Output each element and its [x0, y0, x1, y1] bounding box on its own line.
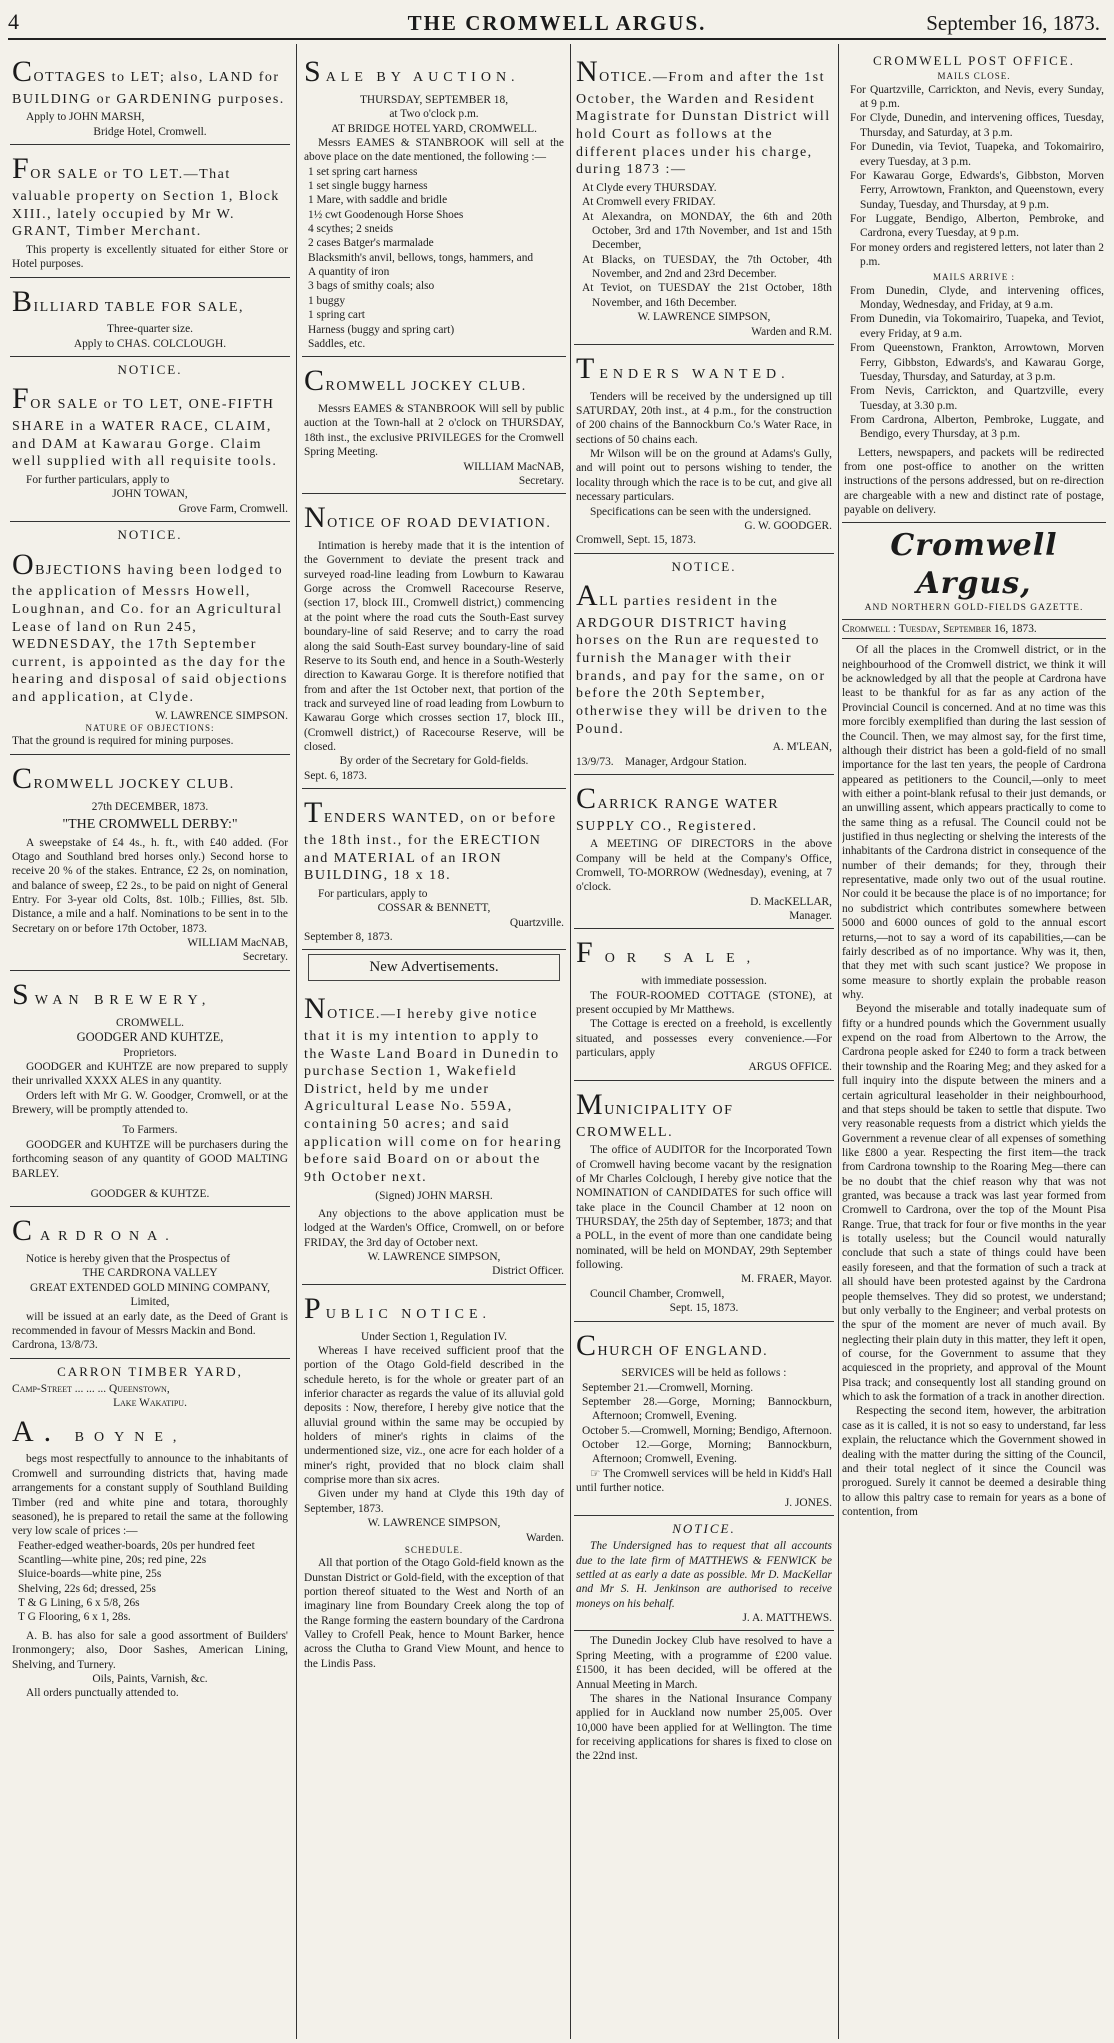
ad-title: SWAN BREWERY, [12, 977, 212, 1011]
ad-sign: Apply to CHAS. COLCLOUGH. [73, 337, 227, 350]
ad-subheading: "THE CROMWELL DERBY:" [62, 816, 238, 832]
ad-sign: W. LAWRENCE SIMPSON. [155, 709, 288, 722]
price-line: T & G Lining, 6 x 5/8, 26s [18, 1597, 140, 1610]
ad-title: SALE BY AUCTION. [304, 55, 520, 88]
auction-item: 3 bags of smithy coals; also [308, 280, 435, 293]
ad-heading: CROMWELL POST OFFICE. [873, 53, 1075, 68]
ad-sign: A. M'LEAN, [772, 741, 832, 754]
column-1 [10, 48, 290, 2037]
ad-text: begs most respectfully to announce to the inhabitants of Cromwell and surrounding districts that, having made arrangements for a constant supply of Southland Building Timber (red and white pine and totara, thoroughly seasoned), he is prepared to retail the same at the following very low scale of prices :— [12, 1453, 288, 1538]
ad-marsh-notice [302, 985, 566, 1285]
ad-text: That the ground is required for mining purposes. [12, 735, 234, 748]
church-service-list [576, 1381, 832, 1467]
price-line: Sluice-boards—white pine, 25s [18, 1568, 162, 1581]
ad-subheading: AT BRIDGE HOTEL YARD, CROMWELL. [331, 122, 537, 135]
ad-text: Apply to [26, 111, 67, 124]
ad-heading: NOTICE. [671, 558, 737, 574]
ad-cottages [10, 48, 290, 145]
ad-cardrona [10, 1207, 290, 1358]
ad-title: MUNICIPALITY OF CROMWELL. [576, 1087, 734, 1140]
ad-text: The Undersigned has to request that all accounts due to the late firm of MATTHEWS & FENWICK be settled at as early a date as possible. Mr D. MacKellar and Mr S. H. Jenkinson are authorised to receive moneys on his behalf. [576, 1540, 832, 1610]
post-office-schedule [842, 48, 1106, 523]
auction-item: 1 set spring cart harness [308, 165, 418, 178]
ad-tenders-race [574, 345, 834, 554]
ad-sign: W. LAWRENCE SIMPSON, [637, 311, 771, 324]
page-number: 4 [8, 9, 19, 34]
ad-title: FOR SALE, [576, 936, 763, 970]
ad-role: Secretary. [242, 951, 288, 964]
church-service: September 28.—Gorge, Morning; Bannockburn, Afternoon; Cromwell, Evening. [582, 1396, 832, 1423]
church-service: September 21.—Cromwell, Morning. [582, 1381, 754, 1394]
ad-role: Manager. [789, 910, 832, 923]
column-4 [842, 48, 1106, 2037]
auction-item: Saddles, etc. [308, 337, 366, 350]
mail-arrive-list [844, 284, 1104, 442]
ad-sign: G. W. GOODGER. [744, 519, 832, 532]
ad-church [574, 1322, 834, 1516]
price-line: Scantling—white pine, 20s; red pine, 22s [18, 1554, 207, 1566]
ad-title: CARRICK RANGE WATER SUPPLY CO., Registered. [576, 781, 780, 834]
news-paragraph: The Dunedin Jockey Club have resolved to have a Spring Meeting, with a programme of £200 value. £1500, it has been decided, will be offered at the Annual Meeting in March. [576, 1635, 832, 1691]
ad-company: THE CARDRONA VALLEY [82, 1267, 218, 1280]
ad-text: This property is excellently situated for either Store or Hotel purposes. [12, 243, 288, 271]
ad-text: A MEETING OF DIRECTORS in the above Company will be held at the Company's Office, Cromwell, TO-MORROW (Wednesday), evening, at 7 o'clock. [576, 838, 832, 894]
ad-subheading: MAILS ARRIVE : [932, 272, 1015, 283]
ad-title: BILLIARD TABLE FOR SALE, [12, 284, 244, 318]
ad-date: Cromwell, Sept. 15, 1873. [576, 534, 696, 547]
news-paragraph: The shares in the National Insurance Company applied for in Auckland now number 25,005. Over 10,000 have been applied for at Wellington. The time for receiving applications for shares is fixed to close on the 22nd inst. [576, 1692, 832, 1763]
ad-address: Camp-Street ... ... ... Queenstown, [12, 1382, 170, 1395]
ad-court-sittings [574, 48, 834, 345]
column-rule [570, 44, 571, 2039]
ad-role: Proprietors. [123, 1046, 177, 1059]
ad-heading: NOTICE. [672, 1520, 736, 1536]
ad-subheading: SCHEDULE. [404, 1544, 464, 1555]
ad-iron-building [302, 789, 566, 950]
ad-sign: W. LAWRENCE SIMPSON, [367, 1517, 501, 1530]
ad-title: NOTICE.—From and after the 1st October, the Warden and Resident Magistrate for Dunstan District will hold Court as follows at the different places under his charge, during 1873 :— [576, 55, 831, 178]
ad-sign: ARGUS OFFICE. [748, 1061, 832, 1074]
mail-arrive-item: From Dunedin, via Tokomairiro, Tuapeka, and Teviot, every Friday, at 9 a.m. [850, 313, 1104, 340]
editorial-paragraph: Beyond the miserable and totally inadequate sum of fifty or a hundred pounds which the Government usually expend on the road from Albertown to the Arrow, the Cardrona people asked for £240 to form a track between their township and the Roaring Meg; and they asked for a full inquiry into the dispute between the miners and a certain agricultural leaseholder in their neighbourhood, and that steps should be taken to settle that dispute. Two very reasonable requests from a district which yields the Government a revenue clear of all expenses of something like £800 a year. Respecting the first item—the track from Cardrona township to the Roaring Meg—there can be no doubt that the chief reason why that was not granted, was because a track was last year formed from Cromwell to Cardrona, over the top of the Mount Pisa Range. True, that track for four or five months in the year is totally useless; but the Council would naturally conclude that such a state of things could have been easily foreseen, and that the formation of such a track at all should have been protested against by the Cardrona people themselves. They did so protest, we understand; but only verbally to the Engineer; and verbal protests on the spur of the moment are never of much avail. By neglecting their plain duty in this matter, they left it open, of course, for the Government to assume that they acquiesced in the propriety, and approval of the Mount Pisa track; and consequently lost all standing ground on which to ask the formation of a track in another direction. [842, 1003, 1106, 1404]
ad-role: Warden and R.M. [751, 325, 832, 338]
editorial-dateline: Cromwell : Tuesday, September 16, 1873. [842, 619, 1106, 639]
auction-item: Harness (buggy and spring cart) [308, 323, 455, 336]
ad-text: Whereas I have received sufficient proof that the portion of the Otago Gold-field described in the schedule hereto, is for the whole or greater part of an inferior character as regards the value of its alluvial gold deposits : Now, therefore, I hereby give notice that the alluvial ground within the same may be occupied by holders of miner's rights in claims of the undermentioned size, viz., one acre for each holder of a miner's right, provided that no block claim shall comprise more than six acres. [304, 1344, 564, 1487]
ad-address: Grove Farm, Cromwell. [178, 502, 288, 515]
ad-title: ALL parties resident in the ARDGOUR DISTRICT having horses on the Run are requested to furnish the Manager with their brands, and pay for the same, on or before the 20th September, otherwise they will be driven to the Pound. [576, 579, 829, 737]
ad-heading: NOTICE. [117, 527, 183, 543]
ad-sale-let [10, 145, 290, 277]
auction-item: 4 scythes; 2 sneids [308, 223, 394, 236]
ad-sign: W. LAWRENCE SIMPSON, [367, 1250, 501, 1263]
mail-arrive-item: From Queenstown, Frankton, Arrowtown, Morven Ferry, Gibbston, Edwards's, and Kawarau Gorge, Tuesday, Thursday, and Saturday, at 3 p.m. [850, 342, 1104, 383]
ad-title: CROMWELL JOCKEY CLUB. [12, 761, 235, 795]
ad-public-notice [302, 1285, 566, 1676]
mail-arrive-item: From Dunedin, Clyde, and intervening offices, Monday, Wednesday, and Friday, at 9 a.m. [850, 284, 1104, 312]
ad-text: The Cottage is erected on a freehold, is excellently situated, and possesses every convenience.—For particulars, apply [576, 1018, 832, 1060]
ad-title: FOR SALE or TO LET, ONE-FIFTH SHARE in a WATER RACE, CLAIM, and DAM at Kawarau Gorge. Claim well supplied with all requisite tools. [12, 382, 278, 470]
mail-close-item: For Luggate, Bendigo, Alberton, Pembroke, and Cardrona, every Tuesday, at 9 p.m. [850, 212, 1104, 240]
auction-item: 1 Mare, with saddle and bridle [308, 194, 448, 207]
auction-item: Blacksmith's anvil, bellows, tongs, hammers, and [308, 251, 534, 264]
ad-text: Specifications can be seen with the undersigned. [590, 505, 812, 518]
ad-text: Messrs EAMES & STANBROOK Will sell by public auction at the Town-hall at 2 o'clock on THURSDAY, 18th inst., the exclusive PRIVILEGES for the Cromwell Spring Meeting. [304, 403, 564, 459]
ad-sign: COSSAR & BENNETT, [377, 902, 491, 915]
ad-text: Messrs EAMES & STANBROOK will sell at the above place on the date mentioned, the following :— [304, 136, 564, 164]
mail-arrive-item: From Nevis, Carrickton, and Quartzville, every Tuesday, at 3.30 p.m. [850, 385, 1104, 412]
mail-close-item: For Quartzville, Carrickton, and Nevis, every Sunday, at 9 p.m. [850, 83, 1104, 111]
ad-text: at Two o'clock p.m. [389, 108, 479, 121]
ad-date: Sept. 6, 1873. [304, 769, 367, 782]
ad-billiard [10, 278, 290, 358]
ad-municipality [574, 1081, 834, 1322]
auction-item: 2 cases Batger's marmalade [308, 237, 434, 250]
column-3 [574, 48, 834, 2037]
editorial-masthead-sub: AND NORTHERN GOLD-FIELDS GAZETTE. [864, 603, 1084, 614]
mail-close-item: For Clyde, Dunedin, and intervening offices, Tuesday, Thursday, and Saturday, at 3 p.m. [850, 112, 1104, 139]
auction-item: A quantity of iron [308, 266, 390, 279]
ad-jockey-privileges [302, 357, 566, 494]
ad-date: Cardrona, 13/8/73. [12, 1339, 98, 1352]
auction-item: 1 set single buggy harness [308, 179, 428, 192]
ad-carron-timber [10, 1359, 290, 1706]
ad-text: Tenders will be received by the undersigned up till SATURDAY, 20th inst., at 4 p.m., for the construction of 200 chains of the Bannockburn Co.'s Water Race, in sections of 50 chains each. [576, 390, 832, 446]
news-items [574, 1631, 834, 1768]
ad-sign: By order of the Secretary for Gold-fields. [339, 755, 529, 768]
ad-title: COTTAGES to LET; also, LAND for BUILDING or GARDENING purposes. [12, 55, 285, 107]
ad-title: PUBLIC NOTICE. [304, 1291, 492, 1325]
section-heading-new-ads: New Advertisements. [308, 954, 560, 981]
court-sitting: At Cromwell every FRIDAY. [582, 196, 716, 209]
court-sitting: At Alexandra, on MONDAY, the 6th and 20th October, 3rd and 17th November, and 1st and 15th December, [582, 210, 832, 252]
ad-sign: JOHN MARSH, [69, 111, 145, 124]
ad-text: Intimation is hereby made that it is the intention of the Government to deviate the present track and surveyed road-line leading from Lowburn to Kawarau Gorge across the Cromwell Racecourse Reserve, (section 17, block III., Cromwell district,) commencing at the point where the road cuts the South-East survey boundary-line of said Reserve; and to carry the road along the said South-East survey boundary-line of said Reserve to its South end, and hence in a South-Westerly direction to Kawarau Gorge. It is therefore notified that from and after the 1st October next, that portion of the track and surveyed line of road leading from Lowburn to Kawarau Gorge which crosses section 17, block III., (Cromwell district,) of Racecourse Reserve, will be closed. [304, 540, 564, 754]
ad-sign: M. FRAER, Mayor. [741, 1273, 832, 1286]
ad-objections [10, 522, 290, 755]
ad-subheading: NATURE OF OBJECTIONS: [85, 723, 215, 734]
ad-text: The FOUR-ROOMED COTTAGE (STONE), at present occupied by Mr Matthews. [576, 989, 832, 1016]
ad-title: TENDERS WANTED, on or before the 18th inst., for the ERECTION and MATERIAL of an IRON BUILDING, 18 x 18. [304, 796, 557, 884]
ad-date: THURSDAY, SEPTEMBER 18, [359, 93, 509, 106]
church-service: October 5.—Cromwell, Morning; Bendigo, Afternoon. [582, 1424, 832, 1437]
ad-text: Letters, newspapers, and packets will be redirected from one post-office to another on the written instructions of the persons addressed, but on re-direction are chargeable with a new and distinct rate of postage, payable on delivery. [844, 446, 1104, 517]
ad-date: 13/9/73. [576, 755, 614, 768]
ad-heading: NOTICE. [117, 362, 183, 378]
auction-item: 1½ cwt Goodenough Horse Shoes [308, 208, 464, 221]
ad-text: Three-quarter size. [106, 323, 193, 336]
ad-title: NOTICE.—I hereby give notice that it is my intention to apply to the Waste Land Board in Dunedin to purchase Section 1, Wakefield District, held by me under Agricultural Lease No. 559A, containing 50 acres; and said application will come on for hearing before said Board on or about the 9th October next. [304, 992, 563, 1185]
ad-address: Quartzville. [509, 916, 564, 929]
court-sitting: At Blacks, on TUESDAY, the 7th October, 4th November, and 2nd and 23rd December. [582, 253, 832, 281]
ad-subheading: Under Section 1, Regulation IV. [361, 1330, 507, 1343]
ad-text: ☞ The Cromwell services will be held in Kidd's Hall until further notice. [576, 1467, 832, 1495]
ad-sign: JOHN TOWAN, [112, 488, 188, 501]
ad-company: GREAT EXTENDED GOLD MINING COMPANY, Limited, [30, 1281, 270, 1309]
ad-address: Lake Wakatipu. [113, 1397, 187, 1410]
ad-address: Bridge Hotel, Cromwell. [93, 125, 207, 138]
ad-text: For particulars, apply to [318, 887, 428, 900]
ad-date: 27th DECEMBER, 1873. [91, 800, 209, 813]
ad-subheading: MAILS CLOSE. [937, 71, 1011, 82]
mail-close-list [844, 83, 1104, 270]
ad-carrick-range [574, 775, 834, 930]
ad-text: Mr Wilson will be on the ground at Adams's Gully, and will point out to persons wishing to tender, the locality through which the race is to be cut, and give all necessary particulars. [576, 448, 832, 504]
ad-text: Orders left with Mr G. W. Goodger, Cromwell, or at the Brewery, will be promptly attended to. [12, 1089, 288, 1117]
court-sitting-list [576, 181, 832, 310]
price-line: Feather-edged weather-boards, 20s per hundred feet [18, 1539, 255, 1552]
ad-ardgour [574, 554, 834, 775]
ad-heading: CARRON TIMBER YARD, [57, 1363, 243, 1379]
editorial-paragraph: Of all the places in the Cromwell district, or in the neighbourhood of the Cromwell district, we think it will be acknowledged by all that the people at Cardrona have least to be thankful for as far as any action of the Provincial Council is concerned. And at no time was this more forcibly exemplified than during the last session of the Council. Then, we may almost say, for the first time, although their district has been a gold-field of no small importance for the last ten years, the people of Cardrona appeared as petitioners to the Council,—only to meet with either a point-blank refusal to their just demands, or an unwilling assent, which appears practically to come to the same thing as a refusal. The Council could not be justified in thus neglecting or shelving the interests of the inhabitants of the Cardrona district in consequence of the number of their demands; for they, through their representative, made only two out of the usual routine. Nor could it be because the place is of no importance; for no subdistrict which contributes somewhere between 5000 and 6000 ounces of gold to the annual escort returns,—not to say a word of its capabilities,—can be fairly described as of no importance. Why was it, then, that they met with such scant justice? We propose in some measure to shortly explain the probable reason why. [842, 644, 1106, 1001]
ad-sign: GOODGER AND KUHTZE, [76, 1029, 224, 1044]
ad-date: Sept. 15, 1873. [669, 1302, 739, 1315]
ad-text: with immediate possession. [641, 975, 767, 988]
column-rule [838, 44, 839, 2039]
mail-arrive-item: From Cardrona, Alberton, Pembroke, Luggate, and Bendigo, every Thursday, at 3 p.m. [850, 413, 1104, 441]
masthead-title: THE CROMWELL ARGUS. [407, 11, 707, 35]
ad-subheading: SERVICES will be held as follows : [621, 1367, 787, 1380]
ad-text: A sweepstake of £4 4s., h. ft., with £40 added. (For Otago and Southland bred horses only.) Second horse to receive 20 % of the stakes. Entrance, £2 2s, on nomination, and balance of sweep, £2 2s., to be paid on night of General Entry. For 3-year old Colts, 8st. 10lb.; Fillies, 8st. 5lb. Distance, a mile and a half. Nominations to be sent in to the Secretary on or before 17th October, 1873. [12, 836, 288, 935]
court-sitting: At Clyde every THURSDAY. [582, 181, 717, 194]
ad-sign: D. MacKELLAR, [750, 895, 832, 908]
price-line: Shelving, 22s 6d; dressed, 25s [18, 1582, 156, 1595]
ad-role: Manager, Ardgour Station. [625, 755, 747, 768]
page-header [8, 6, 1106, 40]
ad-text: A. B. has also for sale a good assortment of Builders' Ironmongery; also, Door Sashes, American Lining, Shelving, and Turnery. [12, 1629, 288, 1671]
ad-text: GOODGER and KUHTZE will be purchasers during the forthcoming season of any quantity of GOOD MALTING BARLEY. [12, 1138, 288, 1180]
ad-role: Secretary. [518, 474, 564, 487]
mail-close-item: For Dunedin, via Teviot, Tuapeka, and Tokomairiro, every Tuesday, at 3 p.m. [850, 141, 1104, 168]
ad-jockey-club [10, 755, 290, 971]
ad-date: September 8, 1873. [304, 930, 393, 943]
ad-swan-brewery [10, 971, 290, 1208]
ad-water-race [10, 357, 290, 522]
ad-text: The office of AUDITOR for the Incorporated Town of Cromwell having become vacant by the resignation of Mr Charles Colclough, I hereby give notice that the NOMINATION of CANDIDATES for such office will take place in the Council Chamber at 12 noon on THURSDAY, the 25th day of September, 1873; and that a POLL, in the event of more than one candidate being nominated, will be held on MONDAY, 29th September following. [576, 1144, 832, 1272]
ad-sign: WILLIAM MacNAB, [463, 460, 564, 473]
ad-text: Given under my hand at Clyde this 19th day of September, 1873. [304, 1488, 564, 1515]
price-list [12, 1539, 288, 1625]
ad-text: All that portion of the Otago Gold-field known as the Dunstan District or Gold-field, with the exception of that portion thereof situated to the West and North of an imaginary line from Boundary Creek along the top of the Range forming the eastern boundary of the Cardrona Valley to Crofell Peak, hence to Mount Barker, hence across the Clutha to Grand View Mount, and hence to the Lindis Pass. [304, 1557, 564, 1670]
issue-date: September 16, 1873. [926, 11, 1100, 35]
ad-sign: (Signed) JOHN MARSH. [375, 1189, 493, 1202]
church-service: October 12.—Gorge, Morning; Bannockburn, Afternoon; Cromwell, Evening. [582, 1439, 832, 1466]
auction-item-list [304, 165, 564, 352]
ad-text: For further particulars, apply to [26, 474, 170, 487]
ad-text: All orders punctually attended to. [26, 1687, 179, 1700]
ad-title: NOTICE OF ROAD DEVIATION. [304, 501, 552, 535]
ad-text: GOODGER and KUHTZE are now prepared to supply their unrivalled XXXX ALES in any quantity. [12, 1061, 288, 1088]
auction-item: 1 buggy [308, 294, 346, 307]
ad-sign: WILLIAM MacNAB, [187, 937, 288, 950]
court-sitting: At Teviot, on TUESDAY the 21st October, 18th November, and 16th December. [582, 282, 832, 309]
ad-role: District Officer. [492, 1265, 564, 1278]
ad-text: CROMWELL. [115, 1016, 185, 1029]
mail-close-item: For money orders and registered letters, not later than 2 p.m. [850, 241, 1104, 269]
ad-auction [302, 48, 566, 357]
ad-matthews [574, 1516, 834, 1632]
ad-text: will be issued at an early date, as the Deed of Grant is recommended in favour of Messrs Mackin and Bond. [12, 1310, 288, 1337]
ad-text: Any objections to the above application must be lodged at the Warden's Office, Cromwell, on or before FRIDAY, the 3rd day of October next. [304, 1207, 564, 1249]
ad-for-sale-cottage [574, 929, 834, 1080]
ad-title: CARDRONA. [12, 1214, 177, 1248]
mail-close-item: For Kawarau Gorge, Edwards's, Gibbston, Morven Ferry, Arrowtown, Frankton, and Queenstown, every Sunday, Tuesday, and Thursday, at 9 p.m. [850, 169, 1104, 211]
ad-sign: GOODGER & KUHTZE. [90, 1187, 210, 1200]
ad-title: A. BOYNE, [12, 1414, 187, 1448]
ad-road-deviation [302, 494, 566, 789]
auction-item: 1 spring cart [308, 309, 365, 322]
ad-text: Oils, Paints, Varnish, &c. [92, 1672, 208, 1685]
column-2 [302, 48, 566, 2037]
editorial-masthead: Cromwell Argus, [890, 528, 1058, 602]
ad-sign: J. A. MATTHEWS. [742, 1612, 832, 1625]
ad-address: Council Chamber, Cromwell, [590, 1287, 725, 1300]
ad-title: CROMWELL JOCKEY CLUB. [304, 364, 527, 398]
ad-title: TENDERS WANTED. [576, 351, 790, 385]
ad-subheading: To Farmers. [122, 1124, 178, 1137]
ad-title: FOR SALE or TO LET.—That valuable property on Section 1, Block XIII., lately occupied by Mr W. GRANT, Timber Merchant. [12, 152, 280, 240]
column-rule [296, 44, 297, 2039]
ad-title: CHURCH OF ENGLAND. [576, 1328, 769, 1362]
ad-sign: J. JONES. [784, 1496, 832, 1509]
ad-text: Notice is hereby given that the Prospectus of [26, 1253, 231, 1266]
ad-title: OBJECTIONS having been lodged to the application of Messrs Howell, Loughnan, and Co. for an Agricultural Lease of land on Run 245, WEDNESDAY, the 17th September current, is appointed as the day for the hearing and disposal of said objections and application, at Clyde. [12, 547, 288, 706]
ad-role: Warden. [526, 1531, 564, 1544]
editorial-paragraph: Respecting the second item, however, the arbitration case as it is called, it is not so easy to understand, far less explain, the reluctance which the Government showed in dealing with the matter during the sitting of the Council, and their total neglect of it since the Council was prorogued. Surely it cannot be deemed a desirable thing to allow this paltry case to remain for years as a bone of contention, from [842, 1405, 1106, 1518]
price-line: T G Flooring, 6 x 1, 28s. [18, 1611, 131, 1624]
